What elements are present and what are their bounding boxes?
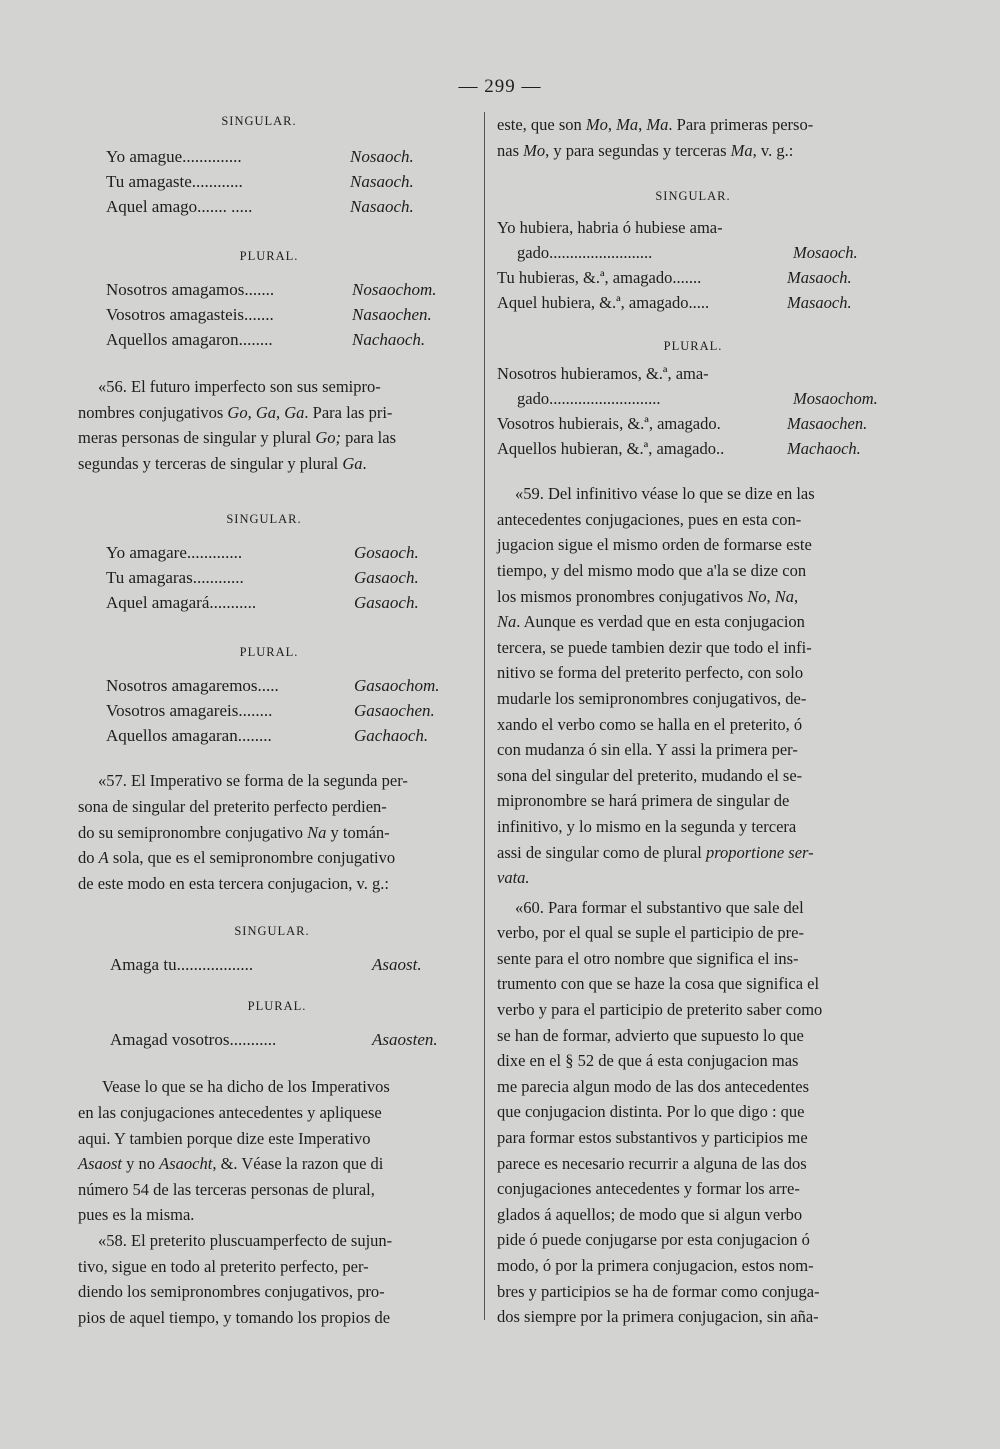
paragraph-vease: Vease lo que se ha dicho de los Imperativos en las conjugaciones antecedentes y apliquese aqui. Y tambien porque dize este Imperativo Asaost y no Asaocht, &. Véase la razon que di número 54 de las terceras personas de plural, pues es la misma. <box>78 1077 390 1225</box>
table-row: Vosotros amagasteis....... Nasaochen. <box>106 305 432 324</box>
table-row: gado........................... Mosaochom. <box>517 389 878 409</box>
table-row: Yo amague.............. Nosaoch. <box>106 147 414 166</box>
paragraph-58: «58. El preterito pluscuamperfecto de sujun- tivo, sigue en todo al preterito perfecto, per- diendo los semipronombres conjugativos, pro- pios de aquel tiempo, y tomando los propios de <box>78 1230 393 1327</box>
table-row: Aquel amago....... ..... Nasaoch. <box>106 197 414 216</box>
table-row: Nosotros amagamos....... Nosaochom. <box>106 280 437 299</box>
conjugation-table <box>497 361 889 461</box>
paragraph-56: «56. El futuro imperfecto son sus semipro- nombres conjugativos Go, Ga, Ga. Para las pri- meras personas de singular y plural Go; para las segundas y terceras de singular y plural Ga. <box>78 377 397 473</box>
table-row: Vosotros hubierais, &.ª, amagado. Masaochen. <box>497 414 868 434</box>
table-row: Amaga tu.................. Asaost. <box>110 955 422 975</box>
section-heading: PLURAL. <box>239 645 299 660</box>
table-row: Aquellos hubieran, &.ª, amagado.. Machaoch. <box>497 439 861 459</box>
conjugation-table <box>110 952 470 977</box>
section-heading: SINGULAR. <box>226 512 302 527</box>
conjugation-table <box>110 1027 470 1052</box>
section-heading: SINGULAR. <box>655 189 731 204</box>
paragraph-58-continued: este, que son Mo, Ma, Ma. Para primeras perso- nas Mo, y para segundas y terceras Ma, v. g.: <box>497 115 814 160</box>
paragraph-57: «57. El Imperativo se forma de la segunda per- sona de singular del preterito perfecto perdien- do su semipronombre conjugativo Na y tomán- do A sola, que es el semipronombre conjugativo de este modo en esta tercera conjugacion, v. g.: <box>78 771 408 893</box>
table-row: Aquellos amagaran........ Gachaoch. <box>106 726 429 746</box>
right-column <box>497 112 889 1330</box>
paragraph-60: «60. Para formar el substantivo que sale del verbo, por el qual se suple el participio de pre- sente para el otro nombre que significa el ins- trumento con que se haze la cosa que significa el verbo y para el participio de preterito saber como se han de formar, advierto que supuesto lo que dixe en el § 52 de que á esta conjugacion mas me parecia algun modo de las dos antecedentes que conjugacion distinta. Por lo que digo : que para formar estos substantivos y participios me parece es necesario recurrir a alguna de las dos conjugaciones antecedentes y formar los arre- glados á aquellos; de modo que si algun verbo pide ó puede conjugarse por esta conjugacion ó modo, ó por la primera conjugacion, estos nom- bres y participios se ha de formar como conjuga- dos siempre por la primera conjugacion, sin aña- <box>497 897 823 1327</box>
section-heading: PLURAL. <box>663 339 723 354</box>
table-row: Aquel amagará........... Gasaoch. <box>106 593 419 613</box>
paragraph-59: «59. Del infinitivo véase lo que se dize en las antecedentes conjugaciones, pues en esta con- jugacion sigue el mismo orden de formarse este tiempo, y del mismo modo que a'la se dize con los mismos pronombres conjugativos No, Na, Na. Aunque es verdad que en esta conjugacion tercera, se puede tambien dezir que todo el infi- nitivo se forma del preterito perfecto, con solo mudarle los semipronombres conjugativos, de- xando el verbo como se halla en el preterito, ó con mudanza ó sin ella. Y assi la primera per- sona del singular del preterito, mudando el se- mipronombre se hará primera de singular de infinitivo, y lo mismo en la segunda y tercera assi de singular como de plural proportione ser- vata. <box>497 484 815 888</box>
conjugation-table <box>106 673 470 748</box>
table-row: Amagad vosotros........... Asaosten. <box>110 1030 438 1050</box>
section-heading: SINGULAR. <box>221 114 297 128</box>
table-row: gado......................... Mosaoch. <box>517 243 858 263</box>
conjugation-table <box>497 215 889 315</box>
section-heading: PLURAL. <box>239 249 299 263</box>
conjugation-table <box>106 540 470 615</box>
table-row: Tu amagaras............ Gasaoch. <box>106 568 419 588</box>
table-row: Aquellos amagaron........ Nachaoch. <box>106 330 426 349</box>
table-row-start: Nosotros hubieramos, &.ª, ama- <box>497 364 709 384</box>
table-row: Tu amagaste............ Nasaoch. <box>106 172 414 191</box>
table-row: Vosotros amagareis........ Gasaochen. <box>106 701 435 721</box>
conjugation-table <box>106 277 470 352</box>
section-heading: SINGULAR. <box>234 924 310 939</box>
table-row: Tu hubieras, &.ª, amagado....... Masaoch. <box>497 268 852 288</box>
page-number: — 299 — <box>458 76 542 97</box>
table-row: Aquel hubiera, &.ª, amagado..... Masaoch. <box>497 293 852 313</box>
section-heading: PLURAL. <box>247 999 307 1014</box>
conjugation-table <box>106 144 470 219</box>
left-column <box>78 112 470 1330</box>
table-row: Nosotros amagaremos..... Gasaochom. <box>106 676 440 696</box>
column-divider <box>484 112 485 1320</box>
table-row-start: Yo hubiera, habria ó hubiese ama- <box>497 218 723 238</box>
table-row: Yo amagare............. Gosaoch. <box>106 543 419 563</box>
